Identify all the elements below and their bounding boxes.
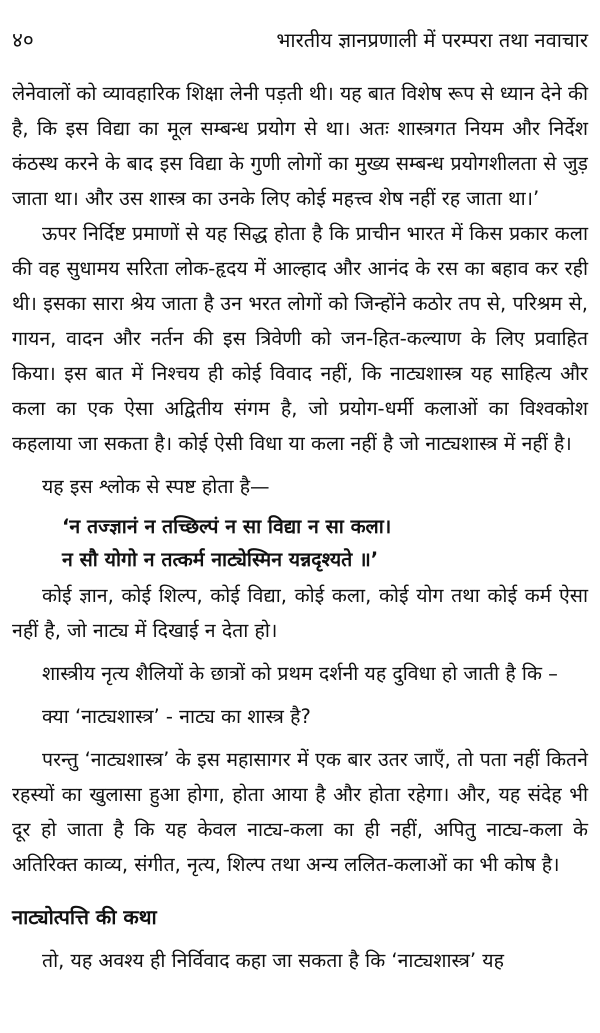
paragraph-question: क्या ‘नाट्यशास्त्र’ - नाट्य का शास्त्र है? (42, 705, 311, 728)
running-title: भारतीय ज्ञानप्रणाली में परम्परा तथा नवाचार (276, 28, 588, 52)
paragraph-intro-verse: यह इस श्लोक से स्पष्ट होता है— (42, 475, 270, 498)
verse-line: ‘न तज्ज्ञानं न तच्छिल्पं न सा विद्या न सा कला। (62, 515, 392, 538)
page-number: ४० (12, 28, 34, 52)
paragraph: परन्तु ‘नाट्यशास्त्र’ के इस महासागर में एक बार उतर जाएँ, तो पता नहीं कितने रहस्यों का खुलासा हुआ होगा, होता आया है और होता रहेगा। और, यह संदेह भी दूर हो जाता है कि यह केवल नाट्य-कला का ही नहीं, अपितु नाट्य-कला के अतिरिक्त काव्य, संगीत, नृत्य, शिल्प तथा अन्य ललित-कलाओं का भी कोष है। (12, 748, 588, 876)
sanskrit-verse (62, 510, 588, 576)
page-header (12, 26, 588, 56)
paragraph: तो, यह अवश्य ही निर्विवाद कहा जा सकता है कि ‘नाट्यशास्त्र’ यह (42, 949, 504, 972)
paragraph: शास्त्रीय नृत्य शैलियों के छात्रों को प्रथम दर्शनी यह दुविधा हो जाती है कि – (42, 662, 558, 685)
paragraph: कोई ज्ञान, कोई शिल्प, कोई विद्या, कोई कला, कोई योग तथा कोई कर्म ऐसा नहीं है, जो नाट्य में दिखाई न देता हो। (12, 584, 588, 642)
body-text (12, 76, 588, 978)
verse-line: न सौ योगो न तत्कर्म नाट्येस्मिन यन्नदृश्यते ॥’ (62, 548, 379, 571)
paragraph-continued: लेनेवालों को व्यावहारिक शिक्षा लेनी पड़ती थी। यह बात विशेष रूप से ध्यान देने की है, कि इस विद्या का मूल सम्बन्ध प्रयोग से था। अतः शास्त्रगत नियम और निर्देश कंठस्थ करने के बाद इस विद्या के गुणी लोगों का मुख्य सम्बन्ध प्रयोगशीलता से जुड़ जाता था। और उस शास्त्र का उनके लिए कोई महत्त्व शेष नहीं रह जाता था।’ (12, 82, 588, 210)
paragraph: ऊपर निर्दिष्ट प्रमाणों से यह सिद्ध होता है कि प्राचीन भारत में किस प्रकार कला की वह सुधामय सरिता लोक-हृदय में आल्हाद और आनंद के रस का बहाव कर रही थी। इसका सारा श्रेय जाता है उन भरत लोगों को जिन्होंने कठोर तप से, परिश्रम से, गायन, वादन और नर्तन की इस त्रिवेणी को जन-हित-कल्याण के लिए प्रवाहित किया। इस बात में निश्चय ही कोई विवाद नहीं, कि नाट्यशास्त्र यह साहित्य और कला का एक ऐसा अद्वितीय संगम है, जो प्रयोग-धर्मी कलाओं का विश्वकोश कहलाया जा सकता है। कोई ऐसी विधा या कला नहीं है जो नाट्यशास्त्र में नहीं है। (12, 222, 588, 455)
section-heading: नाट्योत्पत्ति की कथा (12, 905, 157, 929)
